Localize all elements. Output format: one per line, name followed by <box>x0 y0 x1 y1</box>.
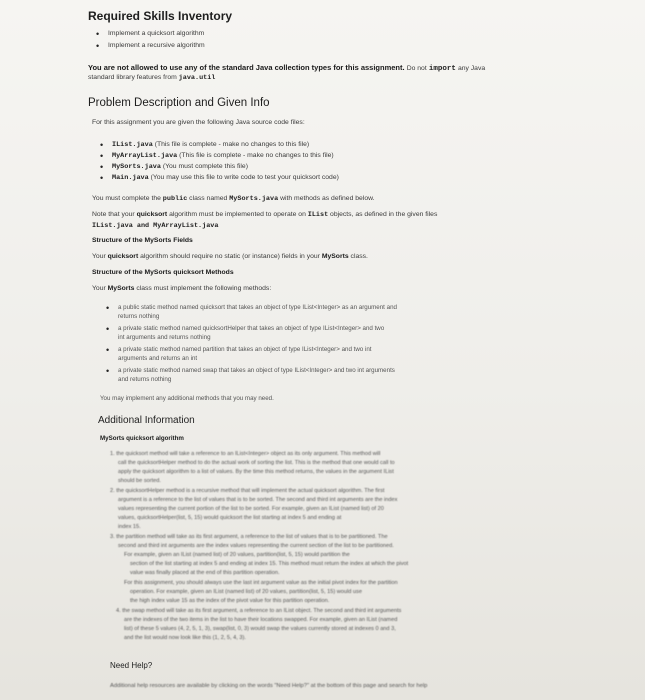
help-title[interactable]: Need Help? <box>110 661 153 670</box>
info-line: second and third int arguments are the index values representing the current section of the list to be partitioned. <box>118 543 394 549</box>
info-line: value was finally placed at the end of this partition operation. <box>130 570 280 576</box>
method-item: • a private static method named quicksortHelper that takes an object of type IList<Integer> and two <box>118 326 384 332</box>
info-line: are the indexes of the two items in the list to have their locations swapped. For example, given an IList (named <box>124 617 398 623</box>
file-item: • Main.java (You may use this file to write code to test your quicksort code) <box>112 175 339 182</box>
must-complete-line: You must complete the public class named MySorts.java with methods as defined below. <box>92 195 375 203</box>
method-item-cont: returns nothing <box>118 313 160 320</box>
fields-text: Your quicksort algorithm should require no static (or instance) fields in your MySorts class. <box>92 253 368 260</box>
methods-extra: You may implement any additional methods that you may need. <box>100 395 274 402</box>
info-line: For example, given an IList (named list) of 20 values, partition(list, 5, 15) would partition the <box>124 552 350 558</box>
restriction-rest: Do not <box>406 65 427 72</box>
note-line2: IList.java and MyArrayList.java <box>92 222 219 230</box>
method-item: • a private static method named partition that takes an object of type IList<Integer> and two int <box>118 347 372 353</box>
info-line: apply the quicksort algorithm to a list of values. By the time this method returns, the values in the argument IList <box>118 469 394 475</box>
info-line: For this assignment, you should always use the last int argument value as the initial pivot index for the partition <box>124 580 398 586</box>
restriction-code: import <box>428 65 456 73</box>
restriction-line2-code: java.util <box>178 74 216 82</box>
info-line: list) of these 5 values (4, 2, 5, 1, 3), swap(list, 0, 3) would swap the values currently stored at indexes 0 and 3, <box>124 626 396 632</box>
method-item-cont: and returns nothing <box>118 376 172 383</box>
info-line: 4. the swap method will take as its first argument, a reference to an IList object. The second and third int arguments <box>116 608 402 614</box>
info-line: 2. the quicksortHelper method is a recursive method that will implement the actual quicksort algorithm. The first <box>110 488 385 494</box>
info-line: the high index value 15 as the index of the pivot value for this partition operation. <box>130 598 330 604</box>
restriction-bold: You are not allowed to use any of the standard Java collection types for this assignment. <box>88 63 405 72</box>
info-line: argument is a reference to the list of values that is to be sorted. The second and third int arguments are the index <box>118 497 398 503</box>
method-item: • a private static method named swap that takes an object of type IList<Integer> and two int arguments <box>118 368 395 374</box>
help-text: Additional help resources are available by clicking on the words "Need Help?" at the bottom of this page and search for help <box>110 683 428 689</box>
method-item: • a public static method named quicksort that takes an object of type IList<Integer> as an argument and <box>118 305 397 311</box>
info-line: call the quicksortHelper method to do the actual work of sorting the list. This is the method that one would call to <box>118 460 395 466</box>
info-line: 3. the partition method will take as its first argument, a reference to the list of values that is to be partitioned. The <box>110 534 388 540</box>
additional-title: Additional Information <box>98 415 195 426</box>
skill-item: • Implement a recursive algorithm <box>108 43 205 50</box>
info-line: should be sorted. <box>118 478 161 484</box>
info-line: values, quicksortHelper(list, 5, 15) would quicksort the list starting at index 5 and ending at <box>118 515 342 521</box>
info-line: and the list would now look like this (1, 2, 5, 4, 3). <box>124 635 246 641</box>
info-line: index 15. <box>118 524 141 530</box>
info-line: operation. For example, given an IList (named list) of 20 values, partition(list, 5, 15) would use <box>130 589 362 595</box>
restriction-rest-b: any Java <box>457 65 486 72</box>
info-line: 1. the quicksort method will take a reference to an IList<Integer> object as its only argument. This method will <box>110 451 381 457</box>
skills-title: Required Skills Inventory <box>88 9 233 23</box>
info-line: section of the list starting at index 5 and ending at index 15. This method must return the index at which the pivot <box>130 561 409 567</box>
skill-item: • Implement a quicksort algorithm <box>108 31 204 38</box>
method-item-cont: int arguments and returns nothing <box>118 334 211 341</box>
restriction-line <box>88 64 485 74</box>
fields-title: Structure of the MySorts Fields <box>92 237 193 244</box>
problem-intro: For this assignment you are given the following Java source code files: <box>92 119 305 126</box>
additional-sub: MySorts quicksort algorithm <box>100 435 184 442</box>
methods-title: Structure of the MySorts quicksort Methods <box>92 269 234 276</box>
problem-title: Problem Description and Given Info <box>88 97 270 109</box>
file-item: • MyArrayList.java (This file is complete - make no changes to this file) <box>112 153 334 160</box>
info-line: values representing the current portion of the list to be sorted. For example, given an IList (named list) of 20 <box>118 506 384 512</box>
method-item-cont: arguments and returns an int <box>118 355 198 362</box>
file-item: • IList.java (This file is complete - make no changes to this file) <box>112 142 309 149</box>
restriction-line2 <box>88 75 215 82</box>
methods-intro: Your MySorts class must implement the following methods: <box>92 285 272 292</box>
file-item: • MySorts.java (You must complete this file) <box>112 164 248 171</box>
restriction-line2-text: standard library features from <box>88 74 177 81</box>
note-line: Note that your quicksort algorithm must be implemented to operate on IList objects, as defined in the given files <box>92 211 438 219</box>
